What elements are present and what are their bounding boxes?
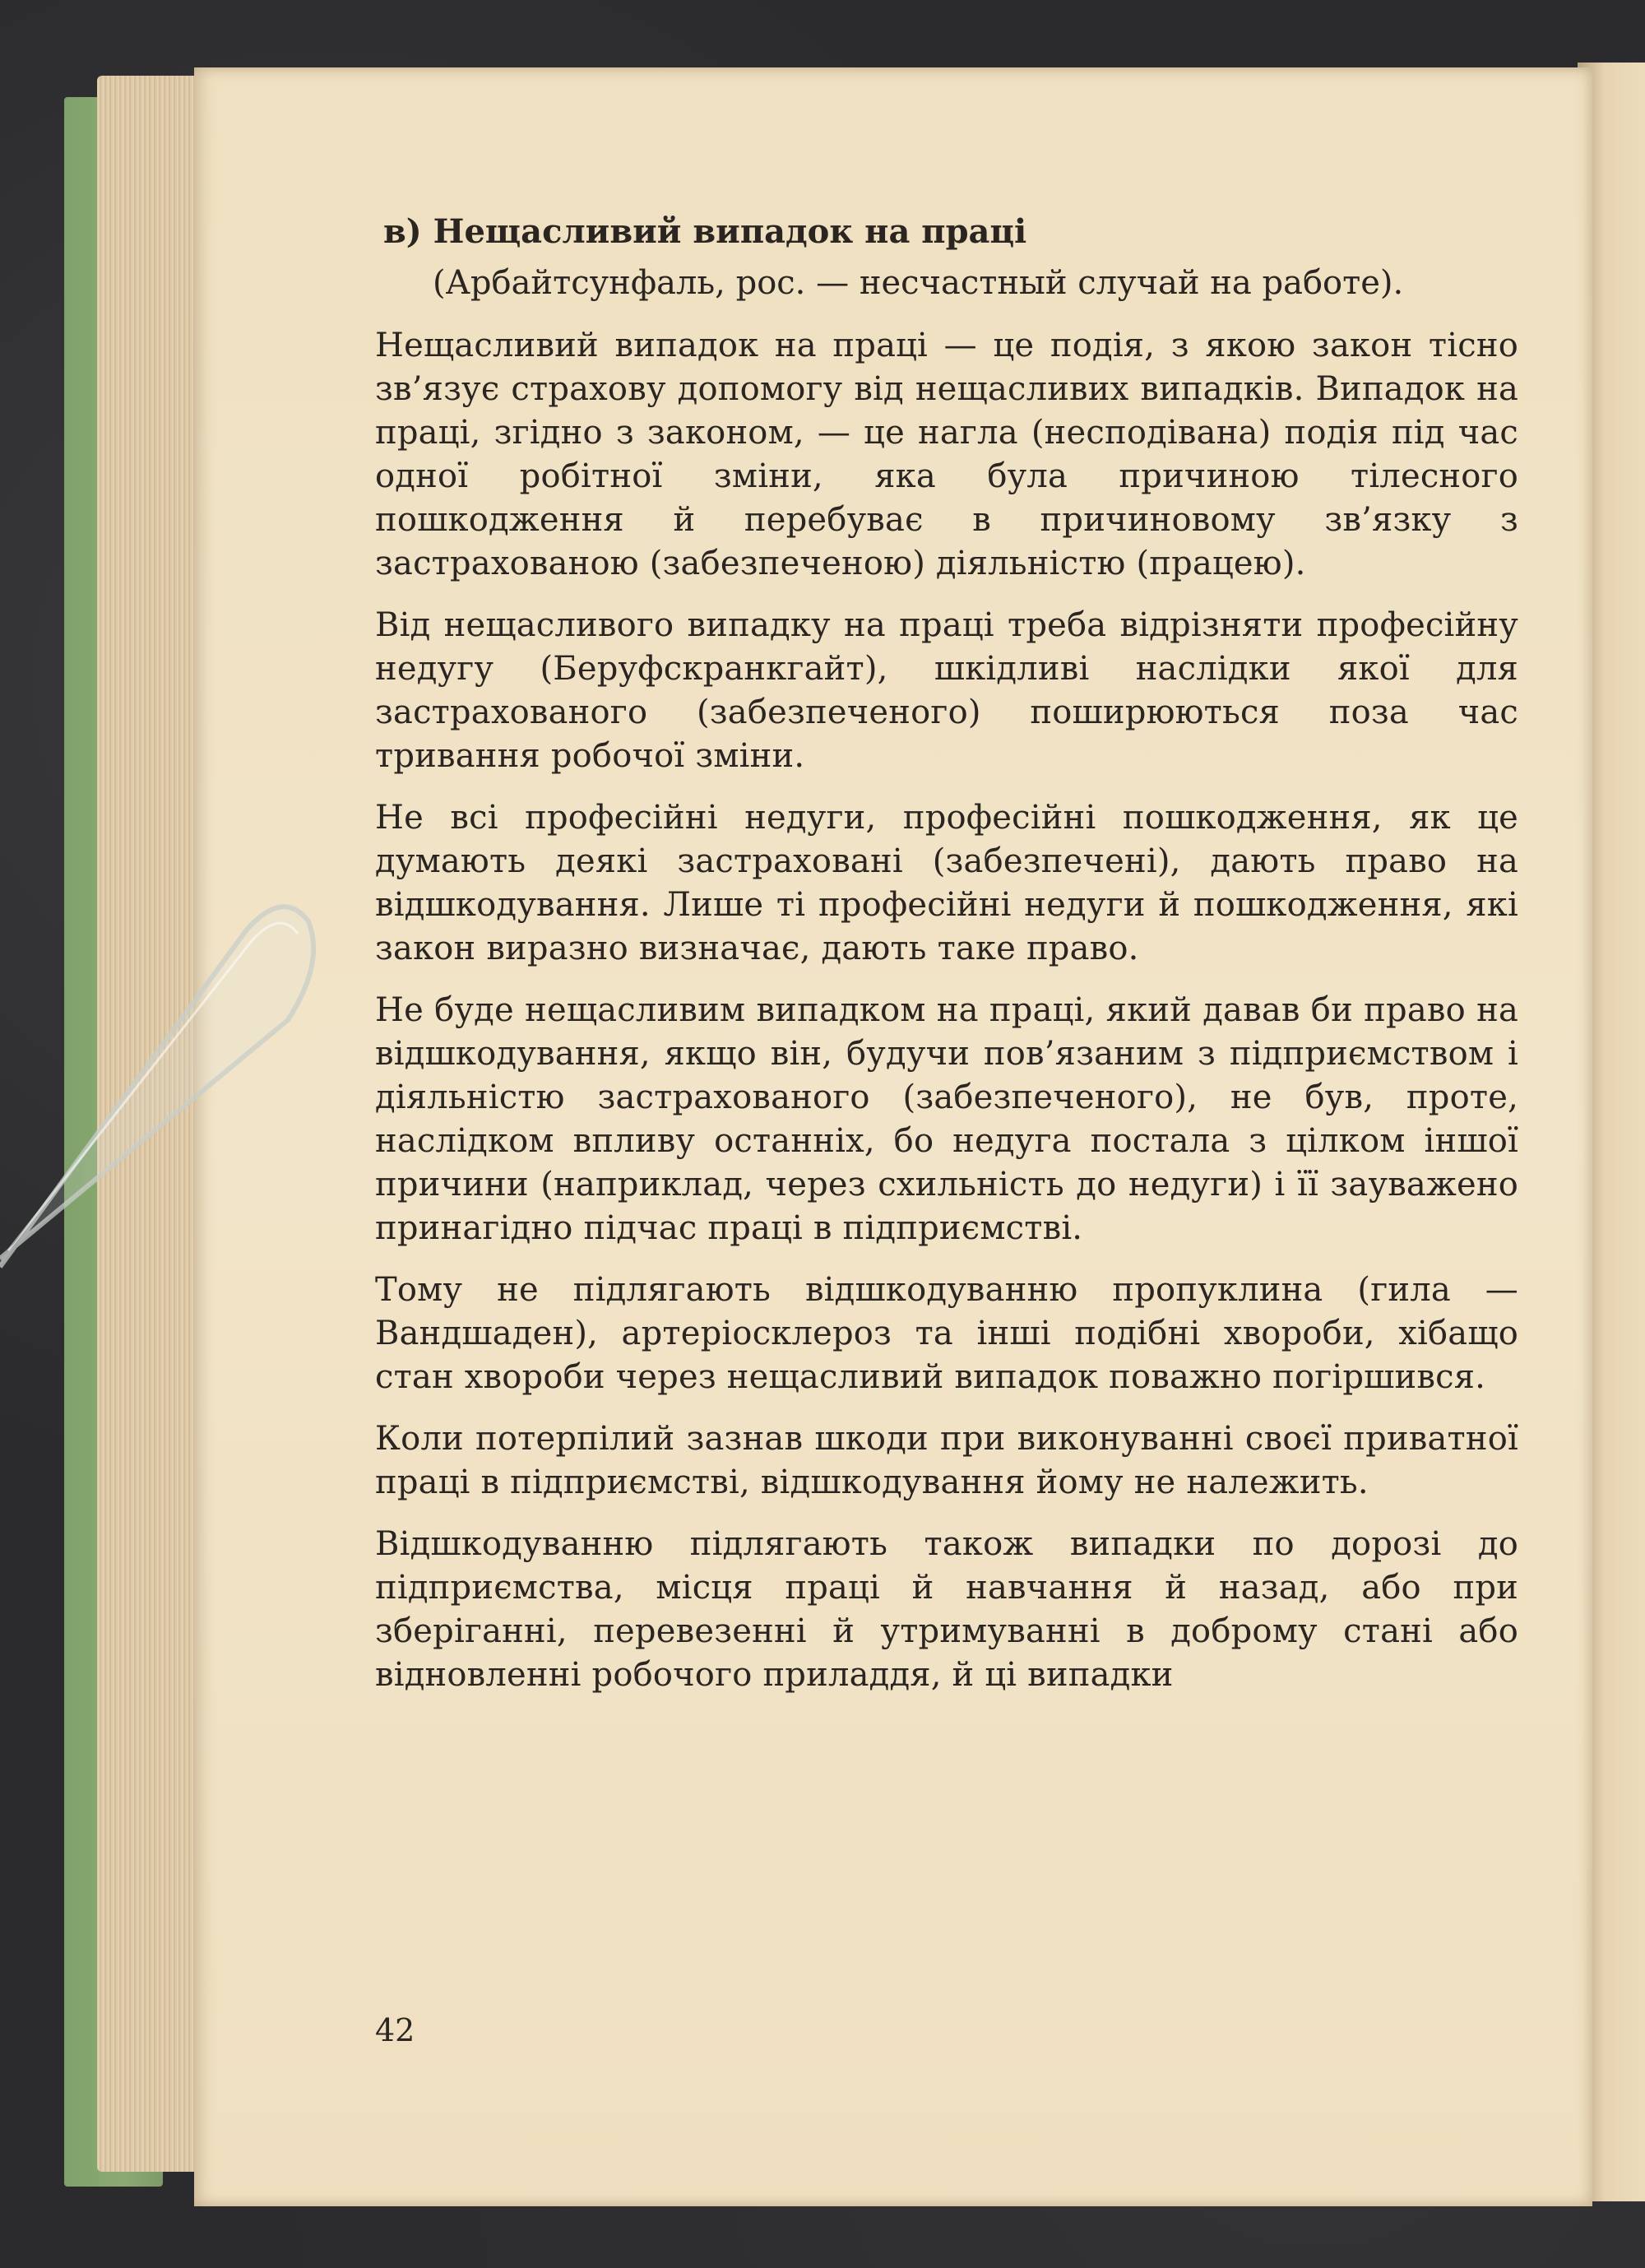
paragraph: Не буде нещасливим випадком на праці, який давав би право на відшкодування, якщо він, будучи пов’язаним з підприємством і діяльністю застрахованого (забезпеченого), не був, проте, наслідком впливу останніх, бо недуга постала з цілком іншої причини (наприклад, через схильність до недуги) і її зауважено принагідно підчас праці в підприємстві.	[375, 991, 1518, 1247]
paragraph: Не всі професійні недуги, професійні пошкодження, як це думають деякі застраховані (забезпечені), дають право на відшкодування. Лише ті професійні недуги й пошкодження, які закон виразно визначає, дають таке право.	[375, 799, 1518, 967]
paragraph: Нещасливий випадок на праці — це подія, з якою закон тісно зв’язує страхову допомогу від нещасливих випадків. Випадок на праці, згідно з законом, — це нагла (несподівана) подія під час одної робітної зміни, яка була причиною тілесного пошкодження й перебуває в причиновому зв’язку з застрахованою (забезпеченою) діяльністю (працею).	[375, 327, 1518, 582]
paragraph: Від нещасливого випадку на праці треба відрізняти професійну недугу (Беруфскранкгайт), шкідливі наслідки якої для застрахованого (забезпеченого) поширюються поза час тривання робочої зміни.	[375, 606, 1518, 775]
section-heading: в) Нещасливий випадок на праці	[383, 212, 1027, 251]
section-subheading: (Арбайтсунфаль, рос. — несчастный случай на работе).	[433, 264, 1404, 302]
page-text	[375, 207, 1518, 1715]
paragraph: Тому не підлягають відшкодуванню пропуклина (гила — Вандшаден), артеріосклероз та інші подібні хвороби, хібащо стан хвороби через нещасливий випадок поважно погіршився.	[375, 1271, 1518, 1396]
paragraph: Відшкодуванню підлягають також випадки по дорозі до підприємства, місця праці й навчання й назад, або при зберіганні, перевезенні й утримуванні в доброму стані або відновленні робочого приладдя, й ці випадки	[375, 1525, 1518, 1694]
paragraph: Коли потерпілий зазнав шкоди при виконуванні своєї приватної праці в підприємстві, відшкодування йому не належить.	[375, 1420, 1518, 1501]
page-number: 42	[375, 2012, 415, 2048]
book-page	[194, 67, 1592, 2206]
